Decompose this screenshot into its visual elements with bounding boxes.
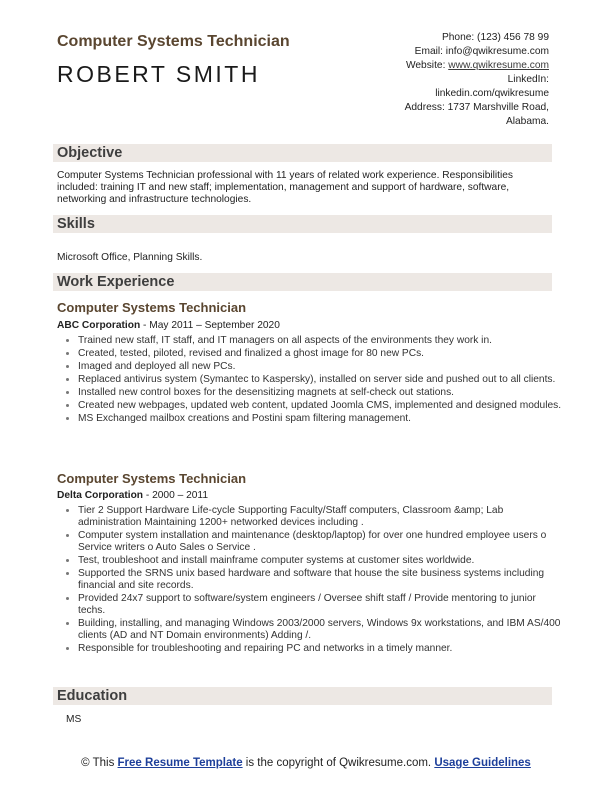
job-bullet: • Trained new staff, IT staff, and IT managers on all aspects of the environments they work in. [78,335,564,347]
job-title: Computer Systems Technician [57,300,247,315]
job-bullet: • Responsible for troubleshooting and repairing PC and networks in a timely manner. [78,643,564,655]
skills-text: Microsoft Office, Planning Skills. [57,252,203,263]
job-bullet: • Tier 2 Support Hardware Life-cycle Supporting Faculty/Staff computers, Classroom &amp; Lab administration Maintaining 1200+ networked devices including . [78,505,564,529]
contact-address-line1: Address: 1737 Marshville Road, [404,102,549,113]
job-bullet: • Test, troubleshoot and install mainframe computer systems at customer sites worldwide. [78,555,564,567]
objective-section-header [53,144,552,162]
job-bullet: • Replaced antivirus system (Symantec to Kaspersky), installed on server side and pushed out to all clients. [78,374,564,386]
copyright-footer [60,757,552,770]
resume-header [0,0,612,135]
job-bullet: • Computer system installation and maintenance (desktop/laptop) for over one hundred employee users o Service writers o Auto Sales o Service . [78,530,564,554]
job-dates: - 2000 – 2011 [143,490,208,501]
job-bullet-list [66,335,564,426]
job-bullet: • Created, tested, piloted, revised and finalized a ghost image for 80 new PCs. [78,348,564,360]
contact-block [309,31,549,129]
job-company-line [57,490,208,501]
education-section-header [53,687,552,705]
contact-linkedin-url: linkedin.com/qwikresume [435,88,549,99]
work-heading: Work Experience [57,274,175,290]
job-bullet: • Installed new control boxes for the desensitizing magnets at self-check out stations. [78,387,564,399]
education-heading: Education [57,688,128,704]
job-title: Computer Systems Technician [57,471,247,486]
contact-phone: Phone: (123) 456 78 99 [441,32,549,43]
contact-email: Email: info@qwikresume.com [414,46,549,57]
website-link[interactable]: www.qwikresume.com [448,60,549,71]
company-name: Delta Corporation [57,490,144,501]
job-bullet-list [66,505,564,656]
work-section-header [53,273,552,291]
job-bullet: • Supported the SRNS unix based hardware and software that house the site business systems including financial and site records. [78,568,564,592]
skills-heading: Skills [57,216,95,232]
skills-section-header [53,215,552,233]
job-bullet: • Imaged and deployed all new PCs. [78,361,564,373]
job-company-line [57,320,280,331]
objective-text: Computer Systems Technician professional with 11 years of related work experience. Responsibilities included: training IT and new staff; implementation, management and support of hardware, software, networking and infrastructure technologies. [57,170,514,205]
objective-heading: Objective [57,145,123,161]
headline-job-title: Computer Systems Technician [57,33,290,50]
company-name: ABC Corporation [57,320,141,331]
contact-linkedin-label: LinkedIn: [507,74,549,85]
website-label: Website: [405,60,449,71]
job-bullet: • Provided 24x7 support to software/system engineers / Oversee shift staff / Provide mentoring to junior techs. [78,593,564,617]
job-dates: - May 2011 – September 2020 [140,320,280,331]
footer-prefix: © This [81,757,118,769]
contact-website [309,59,549,73]
contact-address-line2: Alabama. [505,116,549,127]
education-text: MS [66,714,82,725]
job-bullet: • Building, installing, and managing Windows 2003/2000 servers, Windows 9x workstations, and IBM AS/400 clients (AD and NT Domain environments) Adding /. [78,618,564,642]
usage-guidelines-link[interactable]: Usage Guidelines [434,757,531,769]
free-resume-template-link[interactable]: Free Resume Template [117,757,243,769]
job-bullet: • Created new webpages, updated web content, updated Joomla CMS, implemented and designed modules. [78,400,564,412]
candidate-name: ROBERT SMITH [57,61,260,87]
job-bullet: • MS Exchanged mailbox creations and Postini spam filtering management. [78,413,564,425]
footer-middle: is the copyright of Qwikresume.com. [242,757,435,769]
